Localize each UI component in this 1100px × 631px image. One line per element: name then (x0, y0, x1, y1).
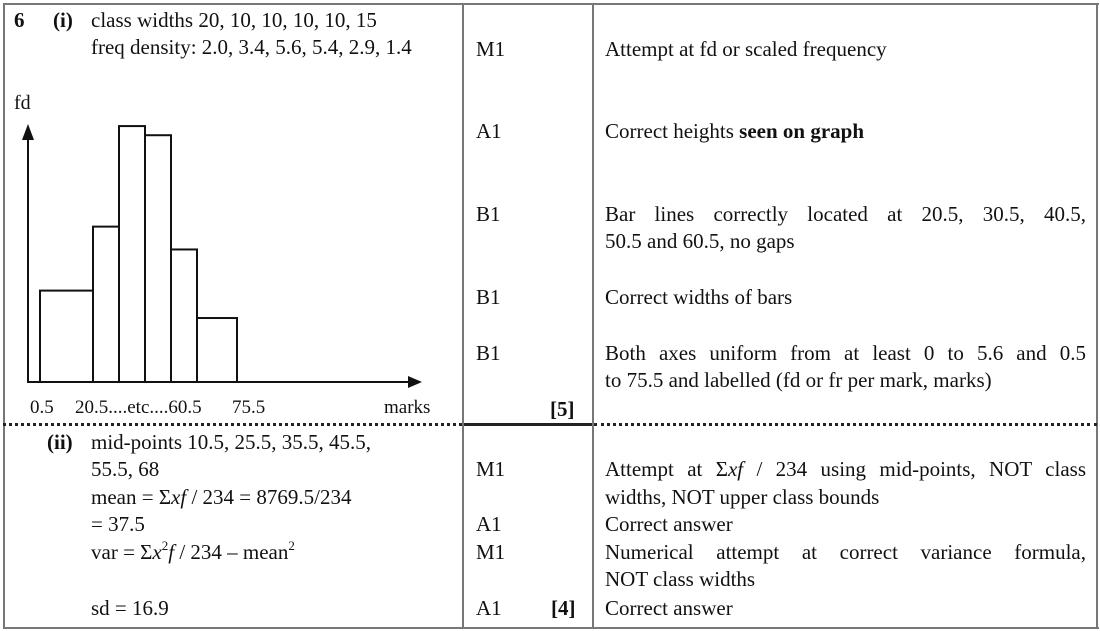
histogram-bar (145, 135, 171, 382)
part-ii-sd-value: sd = 16.9 (91, 596, 169, 620)
part-ii-guidance-3-line1: Numerical attempt at correct variance formula, (605, 540, 1086, 564)
part-ii-mean-value: = 37.5 (91, 512, 145, 536)
part-ii-guidance-3-line2: NOT class widths (605, 567, 756, 591)
question-number: 6 (14, 8, 25, 32)
part-i-guidance-3-line2: 50.5 and 60.5, no gaps (605, 229, 795, 253)
part-i-guidance-2: Correct heights seen on graph (605, 119, 864, 143)
histogram-chart (0, 110, 460, 400)
part-ii-mark-1: M1 (476, 457, 506, 481)
part-ii-guidance-2: Correct answer (605, 512, 733, 536)
part-ii-mark-3: M1 (476, 540, 506, 564)
part-ii-guidance-1-line1: Attempt at Σxf / 234 using mid-points, NOT class (605, 457, 1086, 481)
x-tick-label-start: 0.5 (30, 397, 54, 418)
histogram-bar (197, 318, 237, 382)
column-divider-answer-mark (462, 3, 464, 629)
part-i-label: (i) (53, 8, 73, 32)
part-i-class-widths: class widths 20, 10, 10, 10, 10, 15 (91, 8, 377, 32)
table-right-border (1096, 3, 1098, 629)
x-axis-label: marks (384, 397, 431, 418)
x-tick-label-middle: 20.5....etc....60.5 (75, 397, 202, 418)
histogram-bar (40, 291, 93, 382)
part-ii-mark-4: A1 (476, 596, 502, 620)
part-ii-midpoints-line1: mid-points 10.5, 25.5, 35.5, 45.5, (91, 430, 372, 454)
histogram-bar (171, 249, 197, 382)
histogram-bar (119, 126, 145, 382)
part-ii-mark-2: A1 (476, 512, 502, 536)
column-divider-mark-guidance (592, 3, 594, 629)
row-separator-guidance (594, 423, 1097, 426)
part-ii-mean-formula: mean = Σxf / 234 = 8769.5/234 (91, 485, 352, 509)
part-i-mark-1: M1 (476, 37, 506, 61)
table-top-border (3, 3, 1099, 5)
part-ii-label: (ii) (47, 430, 73, 454)
y-axis-label: fd (14, 92, 31, 114)
part-i-guidance-1: Attempt at fd or scaled frequency (605, 37, 887, 61)
part-i-guidance-3-line1: Bar lines correctly located at 20.5, 30.5, 40.5, (605, 202, 1086, 226)
part-i-mark-5: B1 (476, 341, 501, 365)
table-bottom-border (3, 627, 1099, 629)
part-ii-guidance-4: Correct answer (605, 596, 733, 620)
part-i-mark-2: A1 (476, 119, 502, 143)
x-tick-label-end: 75.5 (232, 397, 266, 418)
part-i-mark-3: B1 (476, 202, 501, 226)
row-separator-answer (3, 423, 462, 426)
part-ii-variance-formula: var = $\Sigma x^2f / 234$ – mean$^2$ (91, 538, 295, 564)
part-ii-total-marks: [4] (551, 596, 576, 620)
part-i-freq-density: freq density: 2.0, 3.4, 5.6, 5.4, 2.9, 1.4 (91, 35, 412, 59)
part-i-guidance-4: Correct widths of bars (605, 285, 793, 309)
part-i-guidance-5-line2: to 75.5 and labelled (fd or fr per mark, marks) (605, 368, 992, 392)
part-i-guidance-5-line1: Both axes uniform from at least 0 to 5.6 and 0.5 (605, 341, 1086, 365)
part-ii-midpoints-line2: 55.5, 68 (91, 457, 160, 481)
part-i-mark-4: B1 (476, 285, 501, 309)
part-ii-guidance-1-line2: widths, NOT upper class bounds (605, 485, 880, 509)
part-i-total-marks: [5] (550, 397, 575, 421)
histogram-bar (93, 227, 119, 382)
row-separator-mark (464, 423, 592, 426)
